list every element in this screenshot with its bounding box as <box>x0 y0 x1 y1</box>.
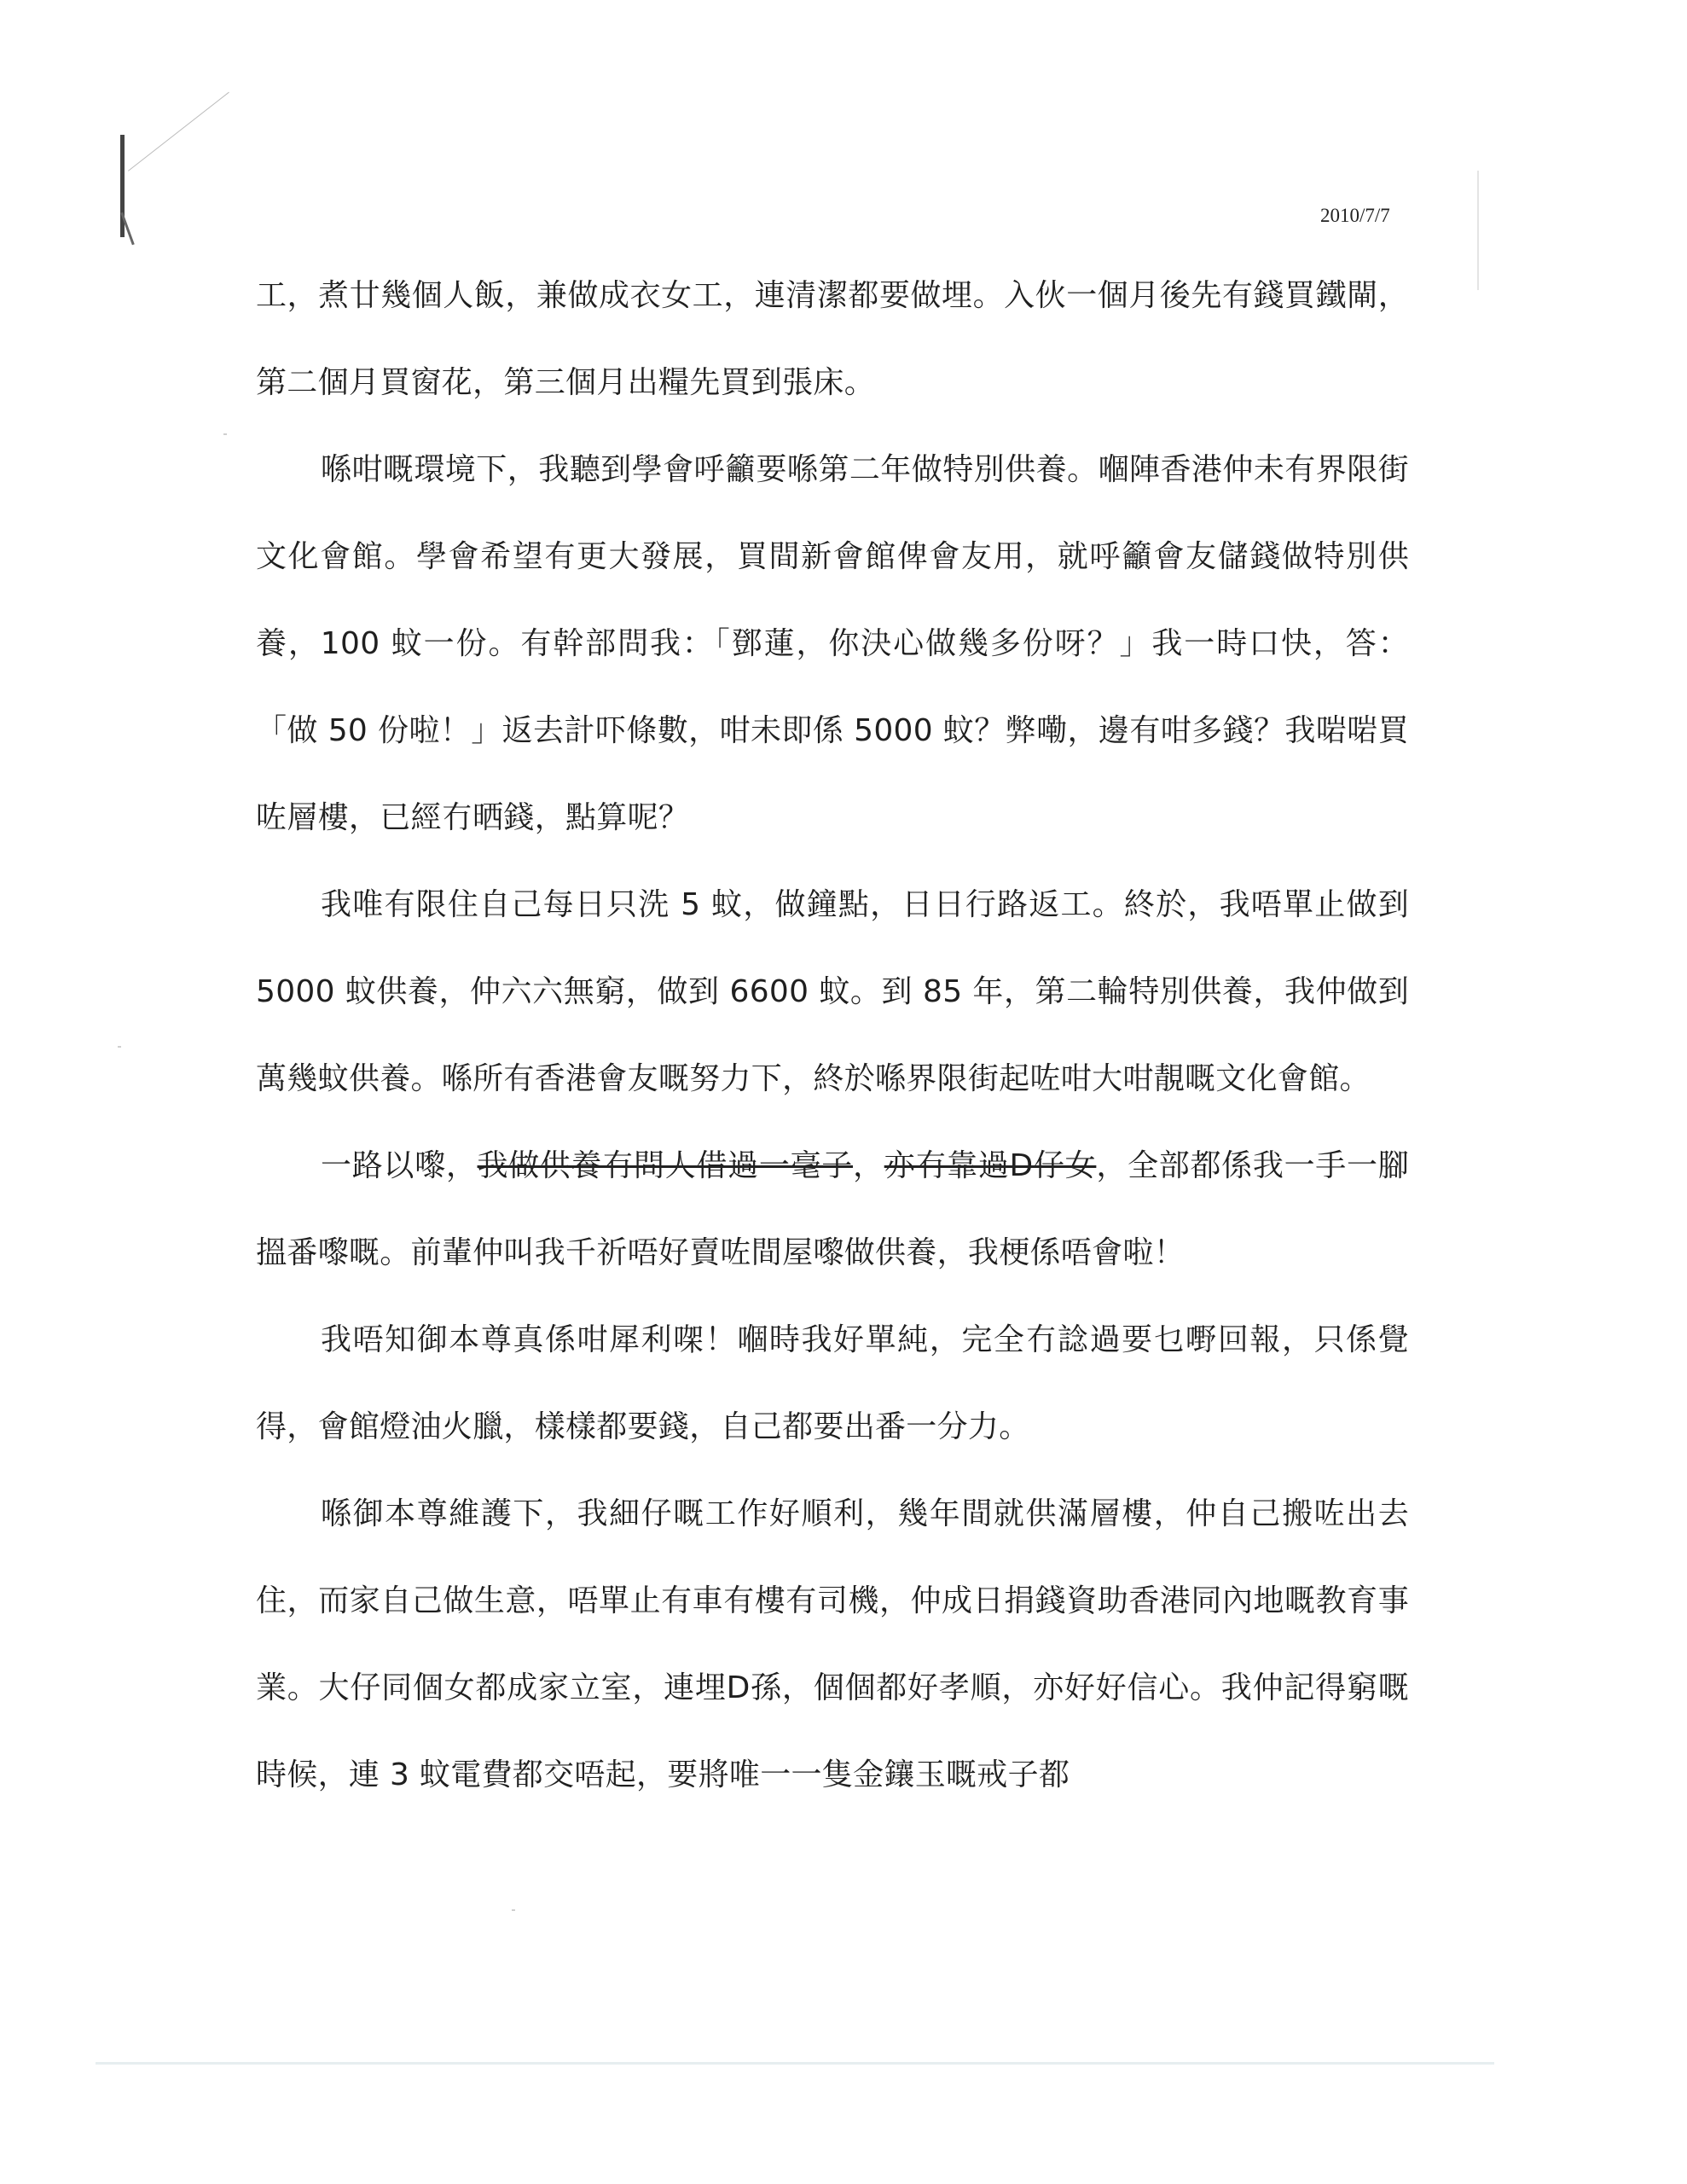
paragraph <box>256 427 1409 862</box>
scan-bottom-edge <box>96 2062 1494 2065</box>
scan-pencil-line <box>128 92 229 171</box>
text-segment: 一路以嚟， <box>321 1148 478 1183</box>
scan-speck <box>512 1909 515 1911</box>
text-segment: ， <box>852 1148 884 1183</box>
struck-text: 我做供養冇問人借過一毫子 <box>477 1148 853 1183</box>
text-segment: 我唯有限住自己每日只洗 5 蚊，做鐘點，日日行路返工。終於，我唔單止做到 5000 蚊供養，仲六六無窮，做到 6600 蚊。到 85 年，第二輪特別供養，我仲做到萬幾蚊供養。喺所有香港會友嘅努力下，終於喺界限街起咗咁大咁靚嘅文化會館。 <box>256 887 1409 1096</box>
text-segment: 工，煮廿幾個人飯，兼做成衣女工，連清潔都要做埋。入伙一個月後先有錢買鐵閘，第二個月買窗花，第三個月出糧先買到張床。 <box>256 278 1409 400</box>
text-segment: 喺咁嘅環境下，我聽到學會呼籲要喺第二年做特別供養。嗰陣香港仲未有界限街文化會館。學會希望有更大發展，買間新會館俾會友用，就呼籲會友儲錢做特別供養，100 蚊一份。有幹部問我：「鄧蓮，你決心做幾多份呀？」我一時口快，答：「做 50 份啦！」返去計吓條數，咁未即係 5000 蚊？弊嘞，邊有咁多錢？我啱啱買咗層樓，已經冇晒錢，點算呢？ <box>256 452 1409 835</box>
paragraph <box>256 253 1409 427</box>
paragraph <box>256 862 1409 1123</box>
text-segment: 我唔知御本尊真係咁犀利㗎！嗰時我好單純，完全冇諗過要乜嘢回報，只係覺得，會館燈油火臘，樣樣都要錢，自己都要出番一分力。 <box>256 1322 1409 1444</box>
paragraph <box>256 1297 1409 1471</box>
struck-text: 亦冇靠過D仔女 <box>884 1148 1097 1183</box>
scan-speck <box>223 433 227 435</box>
scan-edge-shadow <box>1477 171 1479 290</box>
paragraph <box>256 1123 1409 1297</box>
scan-speck <box>118 1046 121 1048</box>
document-body <box>256 253 1409 1819</box>
paragraph <box>256 1471 1409 1819</box>
text-segment: ，全部都係我一手一腳搵番嚟嘅。前輩仲叫我千祈唔好賣咗間屋嚟做供養，我梗係唔會啦！ <box>256 1148 1409 1270</box>
text-segment: 喺御本尊維護下，我細仔嘅工作好順利，幾年間就供滿層樓，仲自己搬咗出去住，而家自己做生意，唔單止有車有樓有司機，仲成日捐錢資助香港同內地嘅教育事業。大仔同個女都成家立室，連埋D孫，個個都好孝順，亦好好信心。我仲記得窮嘅時候，連 3 蚊電費都交唔起，要將唯一一隻金鑲玉嘅戒子都 <box>256 1496 1409 1792</box>
document-date: 2010/7/7 <box>1320 205 1390 226</box>
